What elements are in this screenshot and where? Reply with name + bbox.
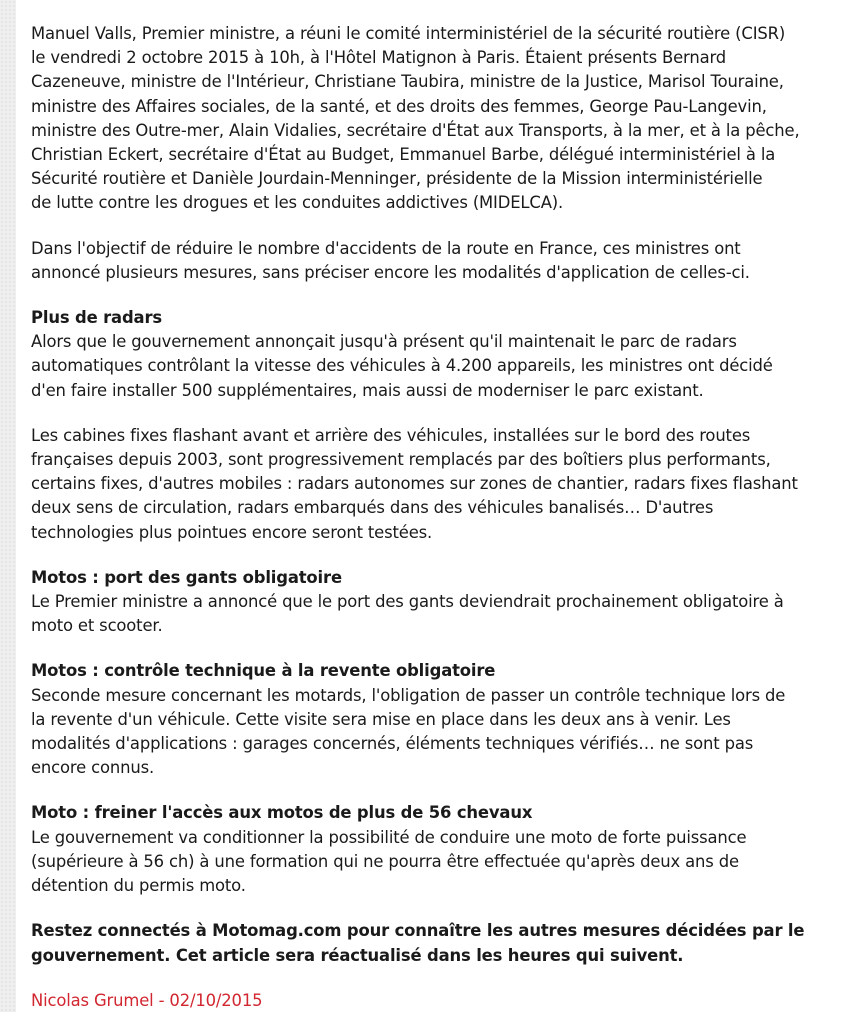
text-line: Les cabines fixes flashant avant et arrière des véhicules, installées sur le bord des routes [31, 425, 751, 445]
left-margin-strip [0, 0, 16, 1012]
text-line: encore connus. [31, 758, 155, 778]
text-line: automatiques contrôlant la vitesse des véhicules à 4.200 appareils, les ministres ont décidé [31, 356, 773, 376]
article-body [31, 22, 846, 1012]
text-line: deux sens de circulation, radars embarqués dans des véhicules banalisés… D'autres [31, 498, 714, 518]
section-gants [31, 566, 846, 639]
section-controle-technique [31, 659, 846, 780]
author-byline: Nicolas Grumel - 02/10/2015 [31, 990, 263, 1010]
text-line: détention du permis moto. [31, 876, 246, 896]
section-cabines [31, 424, 846, 545]
text-line: Dans l'objectif de réduire le nombre d'accidents de la route en France, ces ministres ont [31, 238, 741, 258]
text-line: Cazeneuve, ministre de l'Intérieur, Christiane Taubira, ministre de la Justice, Marisol Touraine, [31, 72, 784, 92]
text-line: certains fixes, d'autres mobiles : radars autonomes sur zones de chantier, radars fixes flashant [31, 474, 798, 494]
text-line: françaises depuis 2003, sont progressivement remplacés par des boîtiers plus performants, [31, 450, 771, 470]
text-line: Manuel Valls, Premier ministre, a réuni le comité interministériel de la sécurité routière (CISR) [31, 24, 786, 43]
section-heading: Motos : port des gants obligatoire [31, 567, 342, 587]
objective-paragraph [31, 237, 846, 285]
intro-paragraph [31, 22, 846, 216]
section-heading: Moto : freiner l'accès aux motos de plus de 56 chevaux [31, 803, 533, 823]
text-line: Alors que le gouvernement annonçait jusqu'à présent qu'il maintenait le parc de radars [31, 332, 737, 352]
section-heading: Plus de radars [31, 308, 162, 328]
text-line: Seconde mesure concernant les motards, l'obligation de passer un contrôle technique lors de [31, 685, 786, 705]
text-line: (supérieure à 56 ch) à une formation qui ne pourra être effectuée qu'après deux ans de [31, 851, 739, 871]
text-line: Le gouvernement va conditionner la possibilité de conduire une moto de forte puissance [31, 827, 747, 847]
section-56-chevaux [31, 801, 846, 898]
text-line: Christian Eckert, secrétaire d'État au Budget, Emmanuel Barbe, délégué interministériel à la [31, 145, 776, 165]
text-line: ministre des Outre-mer, Alain Vidalies, secrétaire d'État aux Transports, à la mer, et à la pêche, [31, 120, 800, 140]
closing-paragraph [31, 919, 846, 967]
text-line: la revente d'un véhicule. Cette visite sera mise en place dans les deux ans à venir. Les [31, 709, 731, 729]
text-line: modalités d'applications : garages concernés, éléments techniques vérifiés… ne sont pas [31, 734, 754, 754]
section-heading: Motos : contrôle technique à la revente obligatoire [31, 661, 496, 681]
text-line: gouvernement. Cet article sera réactualisé dans les heures qui suivent. [31, 945, 684, 965]
section-radars [31, 306, 846, 403]
text-line: ministre des Affaires sociales, de la santé, et des droits des femmes, George Pau-Langevin, [31, 96, 767, 116]
text-line: technologies plus pointues encore seront testées. [31, 522, 433, 542]
text-line: le vendredi 2 octobre 2015 à 10h, à l'Hôtel Matignon à Paris. Étaient présents Bernard [31, 48, 727, 68]
text-line: Le Premier ministre a annoncé que le port des gants deviendrait prochainement obligatoire à [31, 592, 784, 612]
text-line: de lutte contre les drogues et les conduites addictives (MIDELCA). [31, 193, 564, 213]
text-line: annoncé plusieurs mesures, sans préciser encore les modalités d'application de celles-ci. [31, 262, 750, 282]
text-line: moto et scooter. [31, 616, 163, 636]
text-line: Restez connectés à Motomag.com pour connaître les autres mesures décidées par le [31, 921, 805, 941]
text-line: d'en faire installer 500 supplémentaires, mais aussi de moderniser le parc existant. [31, 380, 704, 400]
text-line: Sécurité routière et Danièle Jourdain-Menninger, présidente de la Mission interministérielle [31, 169, 763, 189]
